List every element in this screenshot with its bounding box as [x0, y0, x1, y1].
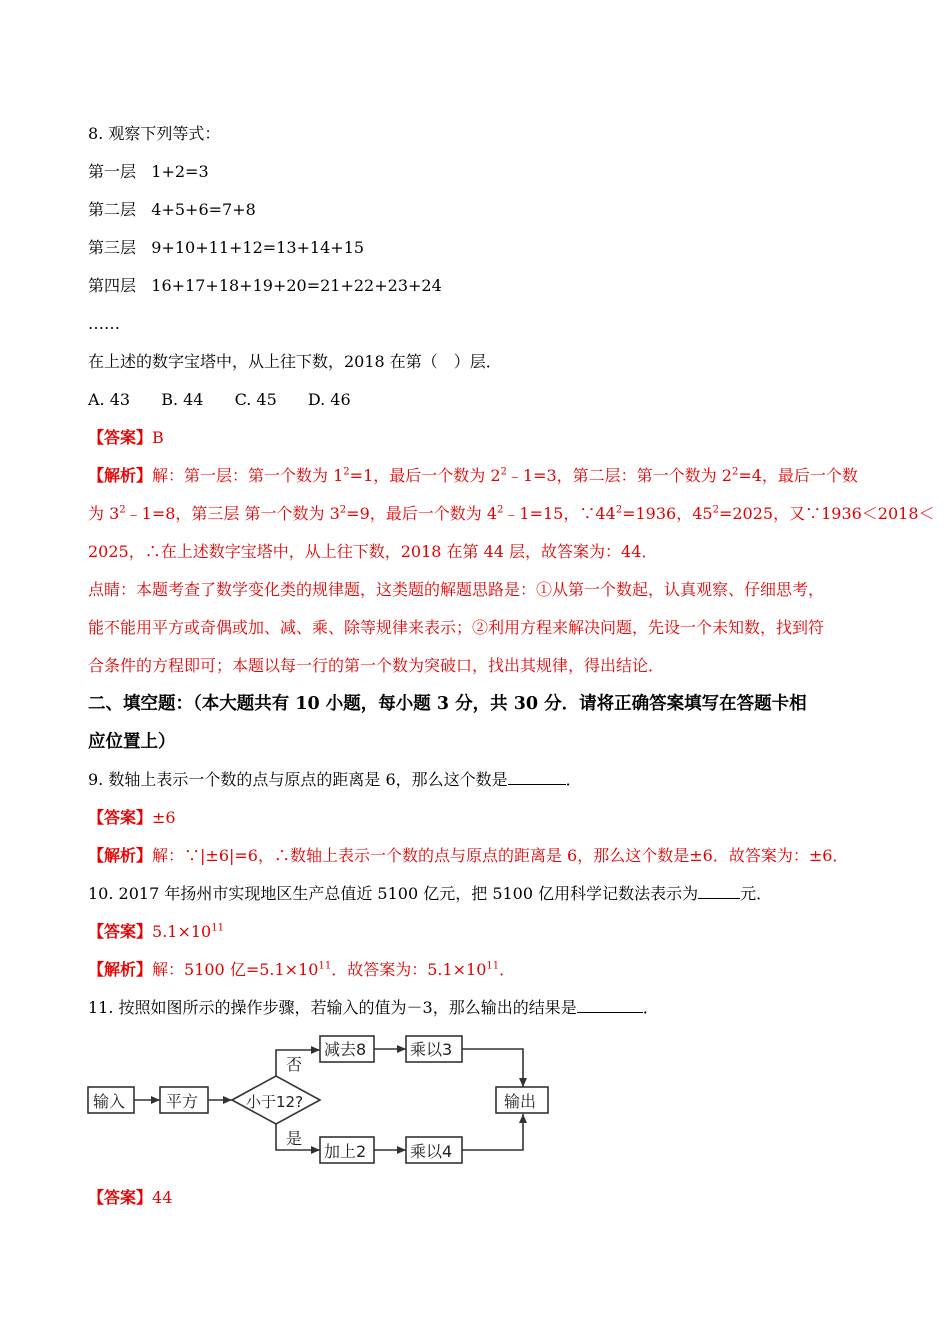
q11-answer: [88, 1188, 172, 1208]
flow-plus2-label: 加上2: [324, 1142, 367, 1161]
q8-row-3: [88, 238, 364, 258]
option-d: D. 46: [307, 390, 351, 409]
q8-options: [88, 390, 377, 410]
q8-question: 在上述的数字宝塔中，从上往下数，2018 在第（ ）层．: [88, 352, 502, 371]
exponent: 11: [211, 922, 224, 934]
exponent: 2: [119, 504, 126, 516]
row-expr: 4+5+6=7+8: [151, 200, 256, 219]
q11-stem-end: ．: [642, 998, 659, 1017]
analysis-tag: 【解析】: [88, 466, 153, 485]
flow-no-label: 否: [286, 1055, 303, 1074]
q10-analysis: [88, 960, 515, 980]
exponent: 2: [712, 504, 719, 516]
flow-arrow: [462, 1049, 523, 1087]
row-label: 第三层: [88, 238, 137, 257]
answer-value: ±6: [152, 808, 176, 827]
answer-tag: 【答案】: [88, 808, 153, 827]
flow-output-label: 输出: [504, 1092, 537, 1111]
answer-tag: 【答案】: [88, 922, 153, 941]
exponent: 11: [486, 960, 500, 972]
answer-blank: [508, 770, 566, 785]
q8-answer: [88, 428, 164, 448]
analysis-text: ．故答案为：5.1×10: [331, 960, 487, 979]
exponent: 2: [500, 466, 507, 478]
exponent: 2: [343, 466, 350, 478]
answer-tag: 【答案】: [88, 428, 153, 447]
q9-answer: [88, 808, 176, 828]
option-a: A. 43: [88, 390, 131, 409]
q8-ellipsis: ……: [88, 314, 120, 333]
flow-yes-label: 是: [286, 1129, 303, 1148]
analysis-tag: 【解析】: [88, 960, 153, 979]
flow-square-label: 平方: [166, 1092, 199, 1111]
flow-minus8-label: 减去8: [324, 1040, 367, 1059]
analysis-text: =9，最后一个数为 4: [346, 504, 498, 523]
answer-tag: 【答案】: [88, 1188, 153, 1207]
analysis-text: =4，最后一个数: [738, 466, 858, 485]
analysis-tag: 【解析】: [88, 846, 153, 865]
q10-stem-text: 10. 2017 年扬州市实现地区生产总值近 5100 亿元，把 5100 亿用科学记数法表示为: [88, 884, 699, 903]
q9-stem: [88, 770, 582, 790]
analysis-text: 解：∵|±6|=6，∴数轴上表示一个数的点与原点的距离是 6，那么这个数是±6．故答案为：±6．: [152, 846, 849, 865]
q11-stem: [88, 998, 659, 1018]
q8-row-1: [88, 162, 209, 182]
q9-stem-end: ．: [565, 770, 582, 789]
flow-condition-label: 小于12?: [246, 1093, 304, 1111]
answer-value: 44: [152, 1188, 173, 1207]
q8-analysis-line-2: [88, 504, 935, 524]
row-expr: 16+17+18+19+20=21+22+23+24: [151, 276, 442, 295]
analysis-text: =2025，又∵1936＜2018＜: [718, 504, 935, 523]
row-expr: 9+10+11+12=13+14+15: [151, 238, 365, 257]
exponent: 11: [318, 960, 332, 972]
flow-times3-label: 乘以3: [410, 1040, 453, 1059]
analysis-text: 解：第一层：第一个数为 1: [152, 466, 344, 485]
section-heading-line-2: 应位置上）: [88, 732, 176, 752]
answer-value: B: [152, 428, 164, 447]
exponent: 2: [615, 504, 623, 516]
q8-analysis-line-1: [88, 466, 858, 486]
analysis-text: =1936，45: [622, 504, 713, 523]
exponent: 2: [497, 504, 504, 516]
analysis-text: 为 3: [88, 504, 120, 523]
q9-analysis: [88, 846, 848, 866]
q11-stem-text: 11. 按照如图所示的操作步骤，若输入的值为－3，那么输出的结果是: [88, 998, 577, 1017]
row-expr: 1+2=3: [151, 162, 209, 181]
option-c: C. 45: [234, 390, 277, 409]
section-heading-line-1: 二、填空题：（本大题共有 10 小题，每小题 3 分，共 30 分．请将正确答案填写在答题卡相: [88, 694, 807, 714]
exponent: 2: [339, 504, 347, 516]
exponent: 2: [731, 466, 739, 478]
q10-answer: [88, 922, 224, 942]
analysis-text: =1，最后一个数为 2: [349, 466, 501, 485]
row-label: 第二层: [88, 200, 137, 219]
q8-comment-line-2: 能不能用平方或奇偶或加、减、乘、除等规律来表示；②利用方程来解决问题，先设一个未知数，找到符: [88, 618, 825, 637]
analysis-text: 解：5100 亿=5.1×10: [152, 960, 319, 979]
q8-row-2: [88, 200, 256, 220]
analysis-text: ﹣1=8，第三层 第一个数为 3: [125, 504, 340, 523]
q10-stem-end: 元．: [740, 884, 773, 903]
flow-input-label: 输入: [93, 1092, 126, 1111]
analysis-text: ．: [499, 960, 516, 979]
q8-row-4: [88, 276, 442, 296]
answer-blank: [698, 884, 740, 899]
row-label: 第一层: [88, 162, 137, 181]
flow-arrow: [462, 1114, 523, 1150]
answer-value: 5.1×10: [152, 922, 212, 941]
answer-blank: [577, 998, 643, 1013]
option-b: B. 44: [161, 390, 204, 409]
q8-stem: 8. 观察下列等式：: [88, 124, 221, 143]
q8-comment-line-3: 合条件的方程即可；本题以每一行的第一个数为突破口，找出其规律，得出结论．: [88, 656, 665, 675]
q8-analysis-line-3: 2025，∴在上述数字宝塔中，从上往下数，2018 在第 44 层，故答案为：44．: [88, 542, 658, 561]
q8-comment-line-1: 点睛：本题考查了数学变化类的规律题，这类题的解题思路是：①从第一个数起，认真观察、仔细思考，: [88, 580, 825, 599]
q9-stem-text: 9. 数轴上表示一个数的点与原点的距离是 6，那么这个数是: [88, 770, 508, 789]
analysis-text: ﹣1=3，第二层：第一个数为 2: [506, 466, 732, 485]
flowchart: [86, 1030, 556, 1170]
analysis-text: ﹣1=15，∵44: [503, 504, 616, 523]
flow-times4-label: 乘以4: [410, 1142, 453, 1161]
q10-stem: [88, 884, 772, 904]
row-label: 第四层: [88, 276, 137, 295]
